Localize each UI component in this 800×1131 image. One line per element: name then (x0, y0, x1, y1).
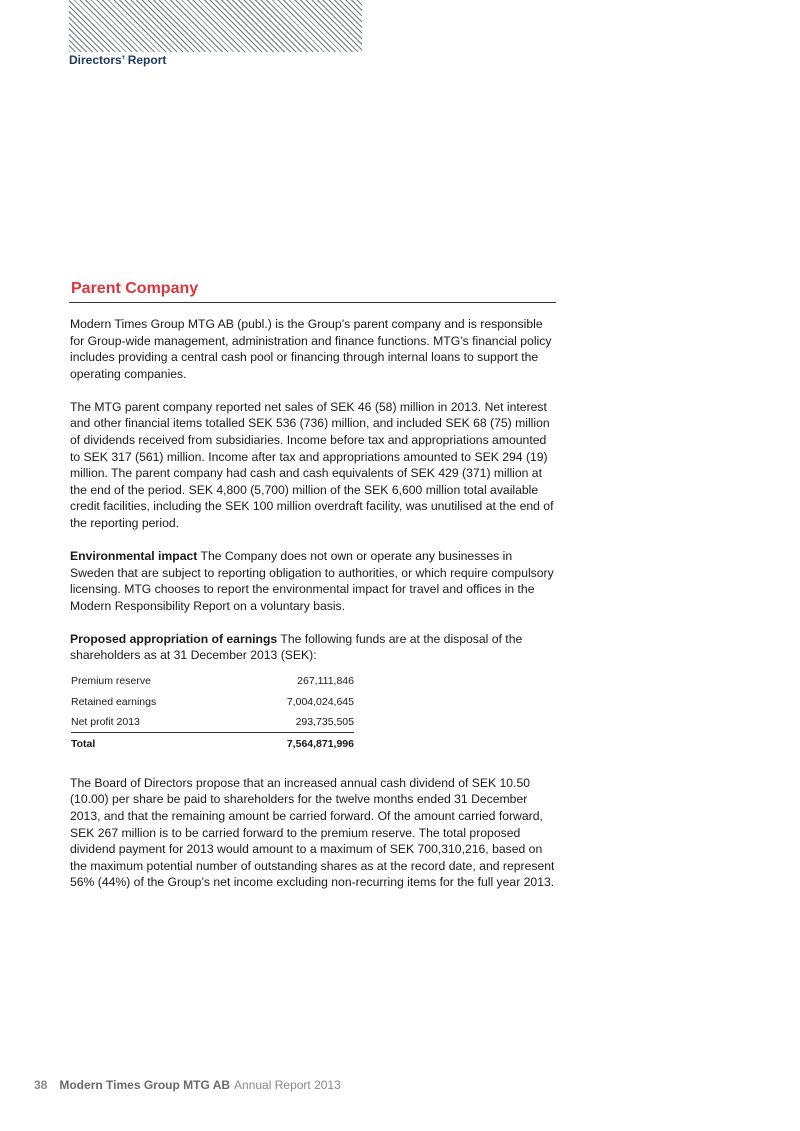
paragraph-overview: Modern Times Group MTG AB (publ.) is the Group’s parent company and is responsible for Group-wide management, administration and finance functions. MTG’s financial policy includes providing a central cash pool or financing through internal loans to support the operating companies. (70, 317, 552, 381)
row-label: Premium reserve (71, 675, 151, 688)
total-value: 7,564,871,996 (229, 733, 354, 754)
row-label: Retained earnings (71, 695, 157, 708)
body-text (70, 316, 556, 907)
environmental-text: The Company does not own or operate any businesses in Sweden that are subject to reporting obligation to authorities, or which require compulsory licensing. MTG chooses to report the environmental impact for travel and offices in the Modern Responsibility Report on a voluntary basis. (70, 548, 554, 613)
section-heading: Parent Company (71, 280, 199, 297)
page-number: 38 (34, 1078, 48, 1092)
paragraph-financials: The MTG parent company reported net sales of SEK 46 (58) million in 2013. Net interest and other financial items totalled SEK 536 (736) million, and included SEK 68 (75) million of dividends received from subsidiaries. Income before tax and appropriations amounted to SEK 317 (561) million. Income after tax and appropriations amounted to SEK 294 (19) million. The parent company had cash and cash equivalents of SEK 429 (371) million at the end of the period. SEK 4,800 (5,700) million of the SEK 6,600 million total available credit facilities, including the SEK 100 million overdraft facility, was unutilised at the end of the reporting period. (70, 399, 554, 530)
row-label: Net profit 2013 (71, 716, 140, 729)
row-value: 293,735,505 (295, 716, 354, 729)
appropriation-table (71, 671, 354, 754)
paragraph-dividend: The Board of Directors propose that an increased annual cash dividend of SEK 10.50 (10.00) per share be paid to shareholders for the twelve months ended 31 December 2013, and that the remaining amount be carried forward. Of the amount carried forward, SEK 267 million is to be carried forward to the premium reserve. The total proposed dividend payment for 2013 would amount to a maximum of SEK 700,310,216, based on the maximum potential number of outstanding shares as at the record date, and represent 56% (44%) of the Group’s net income excluding non-recurring items for the full year 2013. (70, 775, 555, 890)
footer-company: Modern Times Group MTG AB (59, 1078, 231, 1092)
appropriation-lead: Proposed appropriation of earnings (70, 631, 278, 646)
table-total-row (71, 733, 354, 754)
row-value: 7,004,024,645 (286, 695, 354, 708)
header-hatch-pattern (69, 0, 362, 52)
table-row (71, 712, 354, 733)
page-footer (34, 1078, 341, 1092)
table-row (71, 691, 354, 712)
footer-report: Annual Report 2013 (234, 1078, 341, 1092)
total-label: Total (71, 733, 229, 754)
table-row (71, 671, 354, 692)
section-label: Directors’ Report (69, 53, 167, 67)
environmental-lead: Environmental impact (70, 548, 198, 563)
paragraph-appropriation (70, 631, 556, 664)
appropriation-text: The following funds are at the disposal of the shareholders as at 31 December 2013 (SEK): (70, 631, 523, 663)
heading-divider (69, 302, 556, 303)
paragraph-environmental (70, 548, 556, 614)
row-value: 267,111,846 (297, 675, 354, 688)
